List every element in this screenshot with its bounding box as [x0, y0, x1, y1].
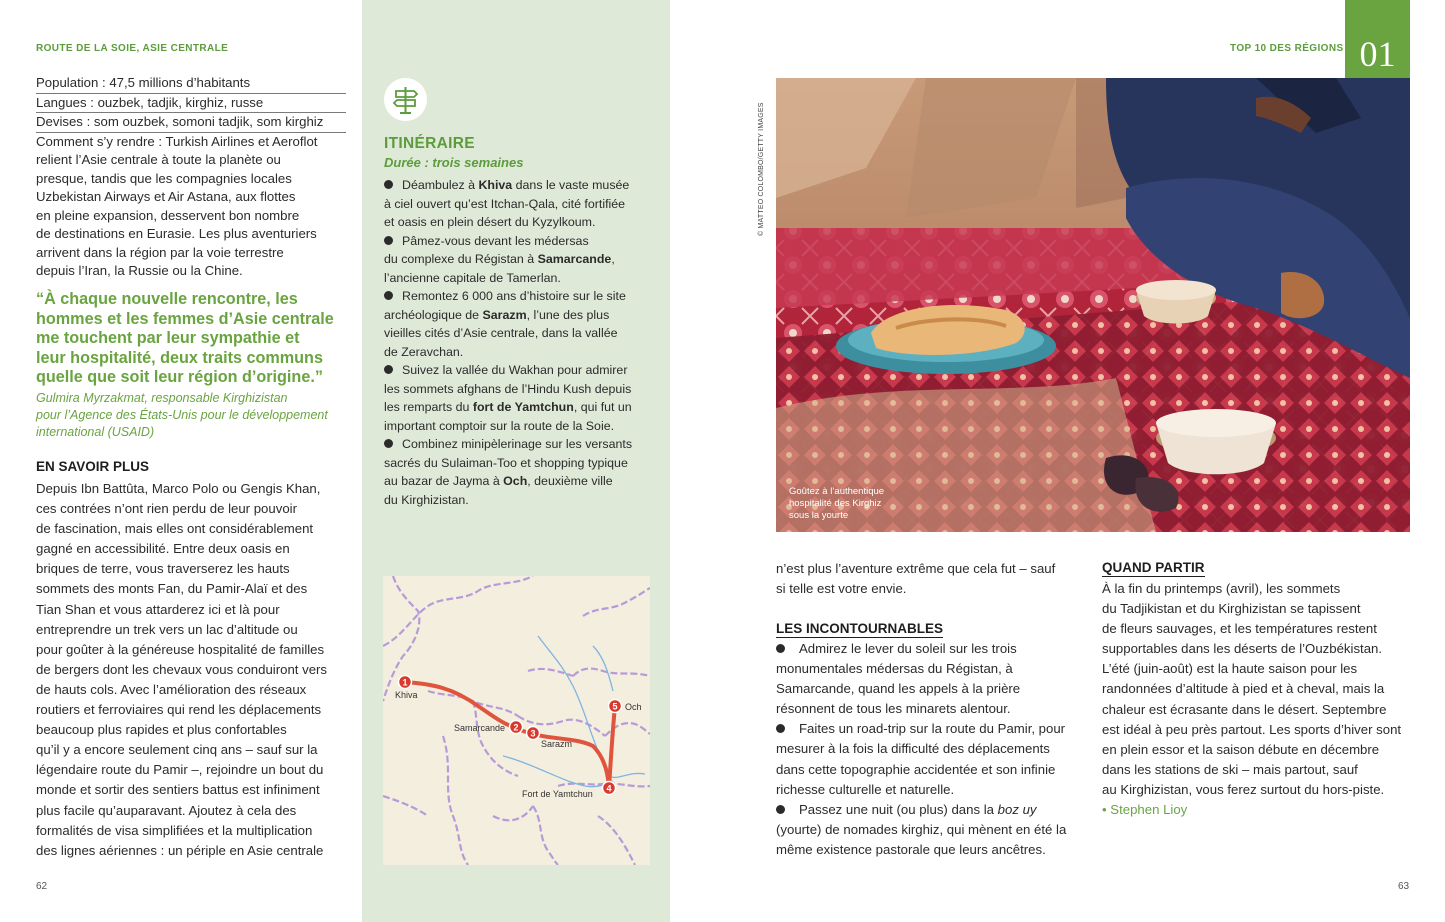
text-span: , qui fut un	[573, 400, 632, 414]
text-line: légendaire route du Pamir –, rejoindre un bout du	[36, 762, 324, 778]
stop-label: Khiva	[395, 690, 418, 700]
text-span: Combinez minipèlerinage sur les versants	[402, 437, 633, 451]
quote-line: “À chaque nouvelle rencontre, les	[36, 290, 298, 308]
quote-attribution	[36, 389, 346, 441]
text-span: , l’une des plus	[526, 307, 610, 322]
text-line: du Tadjikistan et du Kirghizistan se tapissent	[1102, 601, 1361, 617]
running-header-left: ROUTE DE LA SOIE, ASIE CENTRALE	[36, 43, 229, 54]
stop-och	[609, 700, 642, 713]
text-span: Admirez le lever du soleil sur les trois	[799, 641, 1017, 656]
text-line: supportables dans les déserts de l’Ouzbékistan.	[1102, 641, 1383, 657]
route-map	[383, 576, 650, 865]
text-line: de bergers dont les chevaux vous conduiront vers	[36, 661, 328, 677]
stop-number: 5	[612, 701, 618, 712]
text-line: plus facile qu’auparavant. Ajoutez à cela des	[36, 802, 297, 818]
stop-number: 3	[530, 728, 536, 739]
text-line: des lignes aériennes : un périple en Asie centrale	[36, 842, 324, 858]
text-line: si telle est votre envie.	[776, 581, 907, 597]
itinerary-duration: Durée : trois semaines	[384, 155, 524, 170]
bullet-icon	[776, 724, 785, 733]
bullet-icon	[384, 365, 393, 374]
text-line: presque, tandis que les compagnies locales	[36, 170, 292, 186]
when-title: QUAND PARTIR	[1102, 560, 1205, 575]
text-line: routiers et ferroviaires qui rend les déplacements	[36, 702, 322, 718]
list-item	[776, 719, 1091, 799]
quote-line: leur hospitalité, deux traits communs	[36, 348, 323, 367]
text-line: important comptoir sur la route de la Soie.	[384, 418, 615, 433]
text-line: sommets des monts Fan, du Pamir-Alaï et des	[36, 581, 308, 597]
text-line: briques de terre, vous traverserez les hauts	[36, 561, 290, 577]
text-line: mesurer à la fois la difficulté des déplacements	[776, 741, 1050, 757]
signpost-icon	[384, 78, 427, 121]
text-line: sacrés du Sulaiman-Too et shopping typique	[384, 455, 628, 470]
text-line: dans les stations de ski – mais partout, sauf	[1102, 761, 1358, 777]
text-line: les sommets afghans de l’Hindu Kush depuis	[384, 381, 632, 396]
text-line: beaucoup plus rapides et plus confortables	[36, 722, 287, 738]
attr-line: pour l’Agence des États-Unis pour le développement	[36, 407, 328, 422]
pull-quote	[36, 290, 346, 441]
text-span: dans le vaste musée	[512, 178, 630, 192]
text-span: Pâmez-vous devant les médersas	[402, 233, 589, 248]
text-line: depuis l’Iran, la Russie ou la Chine.	[36, 263, 243, 278]
attr-line: Gulmira Myrzakmat, responsable Kirghizistan	[36, 390, 288, 405]
text-span: au bazar de Jayma à	[384, 474, 504, 488]
text-line: en plein essor et la saison débute en décembre	[1102, 741, 1380, 757]
itinerary-title: ITINÉRAIRE	[384, 135, 475, 152]
text-line: de Zeravchan.	[384, 344, 464, 359]
rivers	[503, 636, 645, 787]
list-item	[384, 361, 646, 435]
author-credit: • Stephen Lioy	[1102, 802, 1188, 818]
text-span: Remontez 6 000 ans d’histoire sur le site	[402, 289, 626, 303]
fact-population: Population : 47,5 millions d’habitants	[36, 74, 346, 94]
caption-line: sous la yourte	[789, 510, 849, 521]
text-span: du complexe du Régistan à	[384, 252, 538, 266]
bullet-icon	[384, 180, 393, 189]
page-number-right: 63	[1398, 881, 1410, 892]
text-line: À la fin du printemps (avril), les sommets	[1102, 581, 1341, 596]
place-name: Och	[503, 474, 528, 488]
getting-there-text	[36, 133, 346, 281]
list-item	[776, 639, 1091, 719]
text-span: les remparts du	[384, 400, 473, 414]
text-line: arrivent dans la région par la voie terrestre	[36, 244, 284, 260]
text-line: qu’il y a encore seulement cinq ans – sauf sur la	[36, 742, 318, 758]
bullet-icon	[776, 644, 785, 653]
place-name: fort de Yamtchun	[472, 400, 574, 414]
text-line: du Kirghizistan.	[384, 492, 469, 507]
text-line: n’est plus l’aventure extrême que cela fut – sauf	[776, 561, 1056, 576]
route-map-svg	[383, 576, 650, 865]
attr-line: international (USAID)	[36, 424, 155, 439]
more-title: EN SAVOIR PLUS	[36, 459, 150, 474]
text-line: Comment s’y rendre : Turkish Airlines et Aeroflot	[36, 133, 318, 149]
text-line: Uzbekistan Airways et Air Astana, aux flottes	[36, 189, 296, 204]
text-line: ces contrées n’ont rien perdu de leur pouvoir	[36, 501, 297, 517]
list-item	[384, 287, 646, 361]
text-span: Déambulez à	[402, 178, 479, 192]
stop-samarcande	[454, 721, 523, 734]
italic-term: boz uy	[997, 801, 1037, 817]
continuation-text	[776, 559, 1086, 599]
stop-label: Samarcande	[454, 723, 506, 733]
photo-credit: © MATTEO COLOMBO/GETTY IMAGES	[758, 102, 765, 236]
text-span: Suivez la vallée du Wakhan pour admirer	[402, 363, 628, 377]
photo-caption	[789, 486, 884, 522]
place-name: Samarcande	[537, 252, 612, 266]
page-number-left: 62	[36, 881, 48, 892]
yurt-photo-illustration	[776, 78, 1410, 532]
text-line: dans cette topographie accidentée et son infinie	[776, 761, 1056, 777]
list-item	[384, 435, 646, 509]
itinerary-list	[384, 176, 646, 509]
text-line: de hauts cols. Avec l’amélioration des réseaux	[36, 681, 307, 697]
text-line: au Kirghizistan, vous ferez surtout du hors-piste.	[1102, 781, 1385, 797]
facts-block	[36, 74, 346, 281]
text-line: L’été (juin-août) est la haute saison pour les	[1102, 661, 1358, 677]
photo-credit-wrap	[760, 78, 772, 238]
stop-label: Fort de Yamtchun	[522, 789, 593, 799]
text-line: l’ancienne capitale de Tamerlan.	[384, 270, 561, 285]
text-line: vieilles cités d’Asie centrale, dans la vallée	[384, 326, 618, 340]
quote-line: hommes et les femmes d’Asie centrale	[36, 309, 334, 328]
text-line: résonnent de tous les minarets alentour.	[776, 701, 1011, 717]
text-line: en pleine expansion, desservent bon nombre	[36, 207, 300, 223]
bullet-icon	[384, 439, 393, 448]
bullet-icon	[384, 291, 393, 300]
badge-number: 01	[1359, 34, 1396, 74]
text-line: à ciel ouvert qu’est Itchan-Qala, cité fortifiée	[384, 196, 626, 211]
text-line: relient l’Asie centrale à toute la planète ou	[36, 152, 281, 167]
text-span: Faites un road-trip sur la route du Pamir, pour	[799, 721, 1066, 737]
stop-number: 1	[402, 677, 408, 688]
text-line: monde et sortir des sentiers battus est infiniment	[36, 782, 320, 798]
must-list	[776, 639, 1091, 860]
text-line: Depuis Ibn Battûta, Marco Polo ou Gengis Khan,	[36, 481, 321, 496]
list-item	[384, 176, 646, 232]
place-name: Khiva	[478, 178, 513, 192]
stop-number: 2	[513, 722, 519, 733]
text-span: Passez une nuit (ou plus) dans la	[799, 801, 998, 817]
stop-label: Och	[625, 702, 642, 712]
text-line: pour goûter à la généreuse hospitalité de familles	[36, 641, 325, 657]
fact-currency: Devises : som ouzbek, somoni tadjik, som kirghiz	[36, 113, 346, 133]
text-line: chaleur est écrasante dans le désert. Septembre	[1102, 701, 1387, 717]
running-header-right: TOP 10 DES RÉGIONS	[1230, 43, 1344, 54]
text-line: (yourte) de nomades kirghiz, qui mènent en été la	[776, 821, 1067, 837]
text-span: , deuxième ville	[527, 474, 613, 488]
text-line: Tian Shan et vous attarderez ici et là pour	[36, 601, 280, 617]
must-title: LES INCONTOURNABLES	[776, 621, 944, 636]
bullet-icon	[776, 805, 785, 814]
text-line: de fascination, mais elles ont considérablement	[36, 521, 314, 537]
text-line: de fleurs sauvages, et les températures restent	[1102, 621, 1377, 637]
text-line: randonnées d’altitude à pied et à cheval, mais la	[1102, 681, 1385, 697]
text-line: monumentales médersas du Régistan, à	[776, 661, 1013, 677]
quote-line: me touchent par leur sympathie et	[36, 329, 300, 347]
list-item	[384, 232, 646, 288]
quote-line: quelle que soit leur région d’origine.”	[36, 368, 323, 386]
list-item	[776, 800, 1091, 860]
text-span: ,	[611, 252, 615, 266]
text-span: archéologique de	[384, 307, 483, 322]
yurt-photo	[776, 78, 1410, 532]
place-name: Sarazm	[482, 307, 527, 322]
text-line: et oasis en plein désert du Kyzylkoum.	[384, 215, 596, 229]
stop-khiva	[395, 676, 418, 701]
text-line: même existence pastorale que leurs ancêtres.	[776, 841, 1046, 857]
text-line: gagné en accessibilité. Entre deux oasis en	[36, 541, 290, 557]
more-text	[36, 479, 351, 861]
stop-number: 4	[606, 783, 612, 794]
text-line: formalités de visa simplifiées et la multiplication	[36, 822, 313, 838]
stop-label: Sarazm	[541, 739, 573, 749]
caption-line: Goûtez à l’authentique	[789, 486, 885, 497]
text-line: est idéal à peu près partout. Les sports d’hiver sont	[1102, 721, 1402, 737]
when-text	[1102, 579, 1417, 820]
fact-languages: Langues : ouzbek, tadjik, kirghiz, russe	[36, 94, 346, 114]
text-line: richesse culturelle et naturelle.	[776, 781, 955, 797]
bullet-icon	[384, 236, 393, 245]
text-line: entreprendre un trek vers un lac d’altitude ou	[36, 621, 298, 637]
text-line: de destinations en Eurasie. Les plus aventuriers	[36, 226, 317, 241]
text-line: Samarcande, quand les appels à la prière	[776, 681, 1021, 697]
caption-line: hospitalité des Kirghiz	[789, 498, 882, 509]
